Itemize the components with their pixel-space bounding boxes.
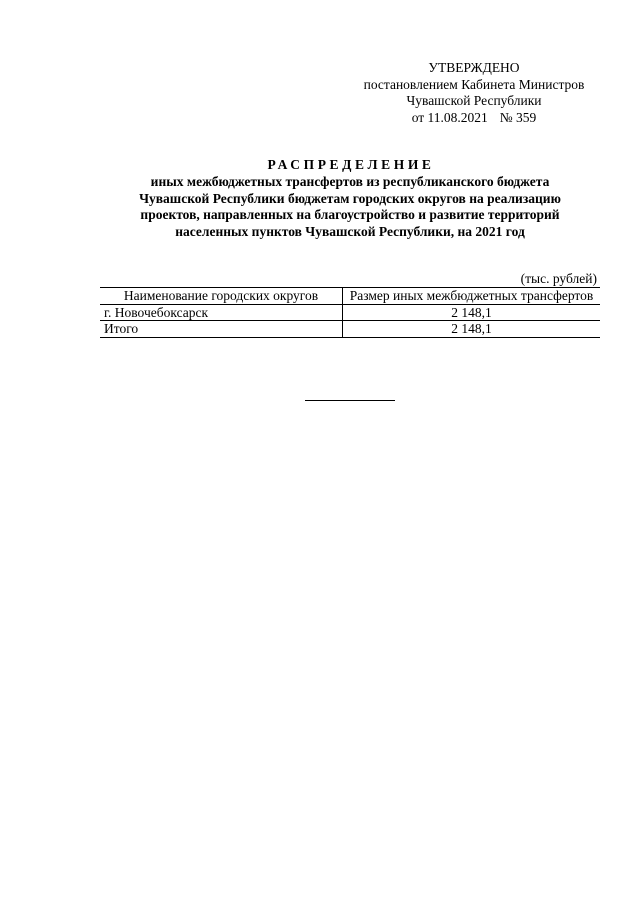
total-label-cell: Итого	[100, 321, 343, 338]
approved-label: УТВЕРЖДЕНО	[428, 60, 520, 75]
amount-cell: 2 148,1	[343, 304, 601, 321]
approved-by-line: постановлением Кабинета Министров	[363, 76, 585, 92]
title-line-4: населенных пунктов Чувашской Республики, на 2021 год	[175, 223, 525, 239]
total-amount-cell: 2 148,1	[343, 321, 601, 338]
distribution-table	[100, 287, 600, 338]
table-total-row	[100, 321, 600, 338]
approval-number: № 359	[499, 109, 537, 125]
approval-date-line	[350, 110, 598, 127]
title-line-2: Чувашской Республики бюджетам городских округов на реализацию	[139, 190, 561, 206]
header-district-name: Наименование городских округов	[100, 288, 343, 305]
district-name-cell: г. Новочебоксарск	[100, 304, 343, 321]
title-heading: РАСПРЕДЕЛЕНИЕ	[267, 157, 435, 172]
table-row	[100, 304, 600, 321]
document-title	[100, 156, 600, 240]
approval-date: от 11.08.2021	[411, 109, 488, 125]
title-line-3: проектов, направленных на благоустройство и развитие территорий	[140, 207, 560, 222]
header-transfer-amount: Размер иных межбюджетных трансфертов	[343, 288, 601, 305]
closing-rule	[305, 400, 395, 401]
approval-stamp	[350, 60, 598, 126]
approved-by-republic: Чувашской Республики	[406, 93, 542, 108]
table-header-row	[100, 288, 600, 305]
units-label: (тыс. рублей)	[520, 271, 597, 286]
title-line-1: иных межбюджетных трансфертов из республиканского бюджета	[150, 174, 550, 189]
